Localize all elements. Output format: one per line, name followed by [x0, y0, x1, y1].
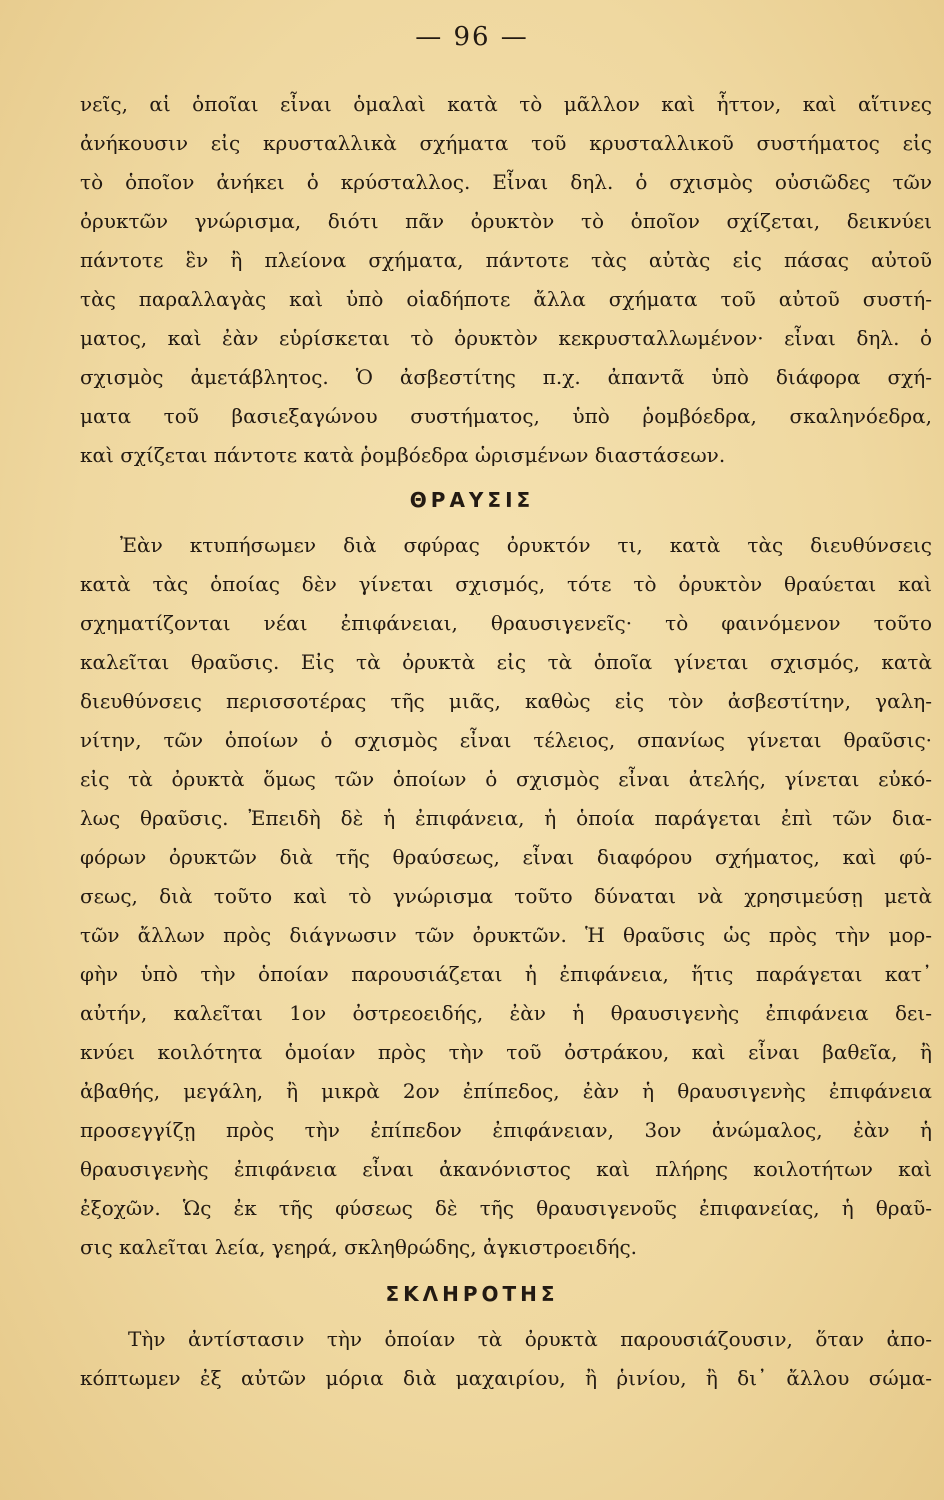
- text-line: καὶ σχίζεται πάντοτε κατὰ ῥομβόεδρα ὡρισμένων διαστάσεων.: [80, 443, 726, 467]
- text-line: καλεῖται θραῦσις. Εἰς τὰ ὀρυκτὰ εἰς τὰ ὁποῖα γίνεται σχισμός, κατὰ: [80, 650, 932, 674]
- text-line: ἀνήκουσιν εἰς κρυσταλλικὰ σχήματα τοῦ κρυσταλλικοῦ συστήματος εἰς: [80, 131, 932, 155]
- text-line: τὰς παραλλαγὰς καὶ ὑπὸ οἱαδήποτε ἄλλα σχήματα τοῦ αὐτοῦ συστή-: [80, 287, 932, 311]
- text-line: θραυσιγενὴς ἐπιφάνεια εἶναι ἀκανόνιστος καὶ πλήρης κοιλοτήτων καὶ: [80, 1157, 932, 1181]
- text-line: νίτην, τῶν ὁποίων ὁ σχισμὸς εἶναι τέλειος, σπανίως γίνεται θραῦσις·: [80, 728, 932, 752]
- text-line: εἰς τὰ ὀρυκτὰ ὅμως τῶν ὁποίων ὁ σχισμὸς εἶναι ἀτελής, γίνεται εὐκό-: [80, 767, 932, 791]
- text-line: τὸ ὁποῖον ἀνήκει ὁ κρύσταλλος. Εἶναι δηλ. ὁ σχισμὸς οὐσιῶδες τῶν: [80, 170, 932, 194]
- text-line: πάντοτε ἓν ἢ πλείονα σχήματα, πάντοτε τὰς αὐτὰς εἰς πάσας αὐτοῦ: [80, 248, 932, 272]
- text-line: ὀρυκτῶν γνώρισμα, διότι πᾶν ὀρυκτὸν τὸ ὁποῖον σχίζεται, δεικνύει: [80, 209, 932, 233]
- text-line: φόρων ὀρυκτῶν διὰ τῆς θραύσεως, εἶναι διαφόρου σχήματος, καὶ φύ-: [80, 845, 932, 869]
- text-line: κνύει κοιλότητα ὁμοίαν πρὸς τὴν τοῦ ὀστράκου, καὶ εἶναι βαθεῖα, ἢ: [80, 1040, 932, 1064]
- text-line: ἐξοχῶν. Ὡς ἐκ τῆς φύσεως δὲ τῆς θραυσιγενοῦς ἐπιφανείας, ἡ θραῦ-: [80, 1196, 932, 1220]
- section-heading-fracture: ΘΡΑΥΣΙΣ: [409, 488, 535, 512]
- text-line: ματος, καὶ ἐὰν εὑρίσκεται τὸ ὀρυκτὸν κεκρυσταλλωμένον· εἶναι δηλ. ὁ: [80, 326, 932, 350]
- page-number: — 96 —: [415, 22, 529, 52]
- text-line: ἀβαθής, μεγάλη, ἢ μικρὰ 2ον ἐπίπεδος, ἐὰν ἡ θραυσιγενὴς ἐπιφάνεια: [80, 1079, 932, 1103]
- section-heading-hardness: ΣΚΛΗΡΟΤΗΣ: [385, 1282, 559, 1306]
- text-line: σις καλεῖται λεία, γεηρά, σκληθρώδης, ἀγκιστροειδής.: [80, 1235, 638, 1259]
- text-line: διευθύνσεις περισσοτέρας τῆς μιᾶς, καθὼς εἰς τὸν ἀσβεστίτην, γαλη-: [80, 689, 932, 713]
- text-line: νεῖς, αἱ ὁποῖαι εἶναι ὁμαλαὶ κατὰ τὸ μᾶλλον καὶ ἧττον, καὶ αἵτινες: [80, 92, 932, 116]
- text-line: φὴν ὑπὸ τὴν ὁποίαν παρουσιάζεται ἡ ἐπιφάνεια, ἥτις παράγεται κατ᾿: [80, 962, 932, 986]
- text-line: σχισμὸς ἀμετάβλητος. Ὁ ἀσβεστίτης π.χ. ἀπαντᾶ ὑπὸ διάφορα σχή-: [80, 365, 932, 389]
- text-line: σεως, διὰ τοῦτο καὶ τὸ γνώρισμα τοῦτο δύναται νὰ χρησιμεύσῃ μετὰ: [80, 884, 932, 908]
- text-line: προσεγγίζῃ πρὸς τὴν ἐπίπεδον ἐπιφάνειαν, 3ον ἀνώμαλος, ἐὰν ἡ: [80, 1118, 932, 1142]
- text-line: σχηματίζονται νέαι ἐπιφάνειαι, θραυσιγενεῖς· τὸ φαινόμενον τοῦτο: [80, 611, 932, 635]
- text-line: αὐτήν, καλεῖται 1ον ὀστρεοειδής, ἐὰν ἡ θραυσιγενὴς ἐπιφάνεια δει-: [80, 1001, 932, 1025]
- text-line: ματα τοῦ βασιεξαγώνου συστήματος, ὑπὸ ῥομβόεδρα, σκαληνόεδρα,: [80, 404, 932, 428]
- text-line: Ἐὰν κτυπήσωμεν διὰ σφύρας ὀρυκτόν τι, κατὰ τὰς διευθύνσεις: [120, 533, 932, 557]
- text-line: τῶν ἄλλων πρὸς διάγνωσιν τῶν ὀρυκτῶν. Ἡ θραῦσις ὡς πρὸς τὴν μορ-: [80, 923, 932, 947]
- text-line: λως θραῦσις. Ἐπειδὴ δὲ ἡ ἐπιφάνεια, ἡ ὁποία παράγεται ἐπὶ τῶν δια-: [80, 806, 932, 830]
- text-line: κατὰ τὰς ὁποίας δὲν γίνεται σχισμός, τότε τὸ ὀρυκτὸν θραύεται καὶ: [80, 572, 932, 596]
- text-line: Τὴν ἀντίστασιν τὴν ὁποίαν τὰ ὀρυκτὰ παρουσιάζουσιν, ὅταν ἀπο-: [128, 1327, 932, 1351]
- text-line: κόπτωμεν ἐξ αὐτῶν μόρια διὰ μαχαιρίου, ἢ ῥινίου, ἢ δι᾿ ἄλλου σώμα-: [80, 1366, 932, 1390]
